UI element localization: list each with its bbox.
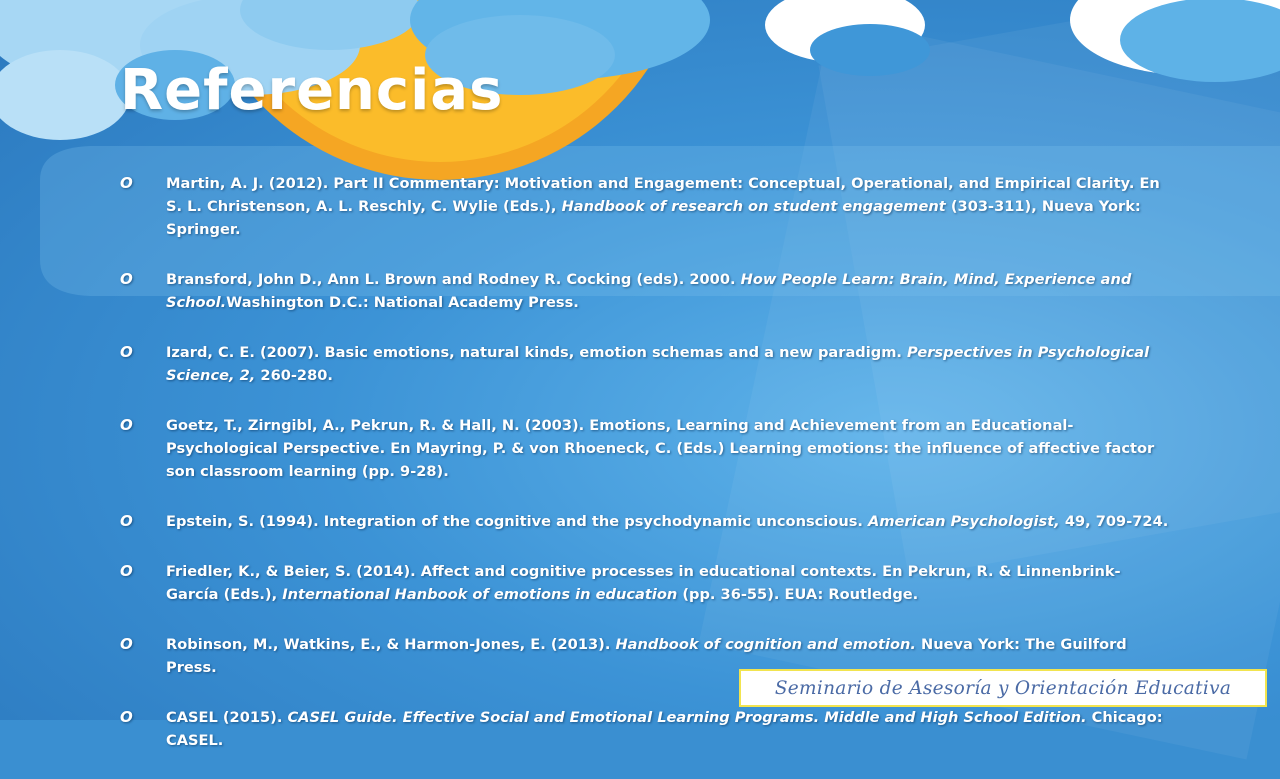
- reference-text: Martin, A. J. (2012). Part II Commentary: Motivation and Engagement: Conceptual, Operational, and Empirical Clarity. En S. L. Christenson, A. L. Reschly, C. Wylie (Eds.),: [166, 175, 1160, 215]
- bullet-icon: O: [120, 708, 133, 726]
- reference-item: [120, 268, 1170, 314]
- reference-italic: International Hanbook of emotions in education: [282, 586, 678, 603]
- reference-italic: Handbook of research on student engagement: [561, 198, 946, 215]
- bullet-icon: O: [120, 562, 133, 580]
- reference-text-end: Washington D.C.: National Academy Press.: [226, 294, 579, 311]
- footer-text: Seminario de Asesoría y Orientación Educativa: [774, 677, 1232, 699]
- bullet-icon: O: [120, 270, 133, 288]
- reference-italic: Perspectives in Psychological Science, 2,: [166, 344, 1150, 384]
- reference-italic: American Psychologist,: [868, 513, 1060, 530]
- reference-text-end: 260-280.: [255, 367, 333, 384]
- reference-item: [120, 172, 1170, 241]
- reference-text-end: (pp. 36-55). EUA: Routledge.: [677, 586, 919, 603]
- reference-text: Friedler, K., & Beier, S. (2014). Affect and cognitive processes in educational contexts. En Pekrun, R. & Linnenbrink-García (Eds.),: [166, 563, 1121, 603]
- bullet-icon: O: [120, 512, 133, 530]
- bullet-icon: O: [120, 416, 133, 434]
- reference-item: [120, 414, 1170, 483]
- footer-box: [739, 669, 1267, 707]
- reference-text: CASEL (2015).: [166, 709, 288, 726]
- reference-text: Goetz, T., Zirngibl, A., Pekrun, R. & Hall, N. (2003). Emotions, Learning and Achievement from an Educational-Psychological Perspective. En Mayring, P. & von Rhoeneck, C. (Eds.) Learning emotions: the influence of affective factor son classroom learning (pp. 9-28).: [166, 417, 1155, 480]
- reference-italic: CASEL Guide. Effective Social and Emotional Learning Programs. Middle and High School Edition.: [287, 709, 1087, 726]
- reference-italic: How People Learn: Brain, Mind, Experience and School.: [166, 271, 1132, 311]
- reference-text-end: 49, 709-724.: [1059, 513, 1169, 530]
- bullet-icon: O: [120, 635, 133, 653]
- reference-text: Epstein, S. (1994). Integration of the cognitive and the psychodynamic unconscious.: [166, 513, 869, 530]
- slide-title: Referencias: [120, 58, 504, 123]
- reference-text-end: Chicago: CASEL.: [166, 709, 1163, 749]
- reference-text: Robinson, M., Watkins, E., & Harmon-Jones, E. (2013).: [166, 636, 616, 653]
- bullet-icon: O: [120, 343, 133, 361]
- reference-item: [120, 560, 1170, 606]
- reference-item: [120, 341, 1170, 387]
- reference-italic: Handbook of cognition and emotion.: [615, 636, 916, 653]
- reference-text: Bransford, John D., Ann L. Brown and Rodney R. Cocking (eds). 2000.: [166, 271, 741, 288]
- reference-text-end: Nueva York: The Guilford Press.: [166, 636, 1127, 676]
- bullet-icon: O: [120, 174, 133, 192]
- reference-item: [120, 706, 1170, 752]
- reference-text: Izard, C. E. (2007). Basic emotions, natural kinds, emotion schemas and a new paradigm.: [166, 344, 908, 361]
- reference-text-end: (303-311), Nueva York: Springer.: [166, 198, 1141, 238]
- reference-item: [120, 510, 1170, 533]
